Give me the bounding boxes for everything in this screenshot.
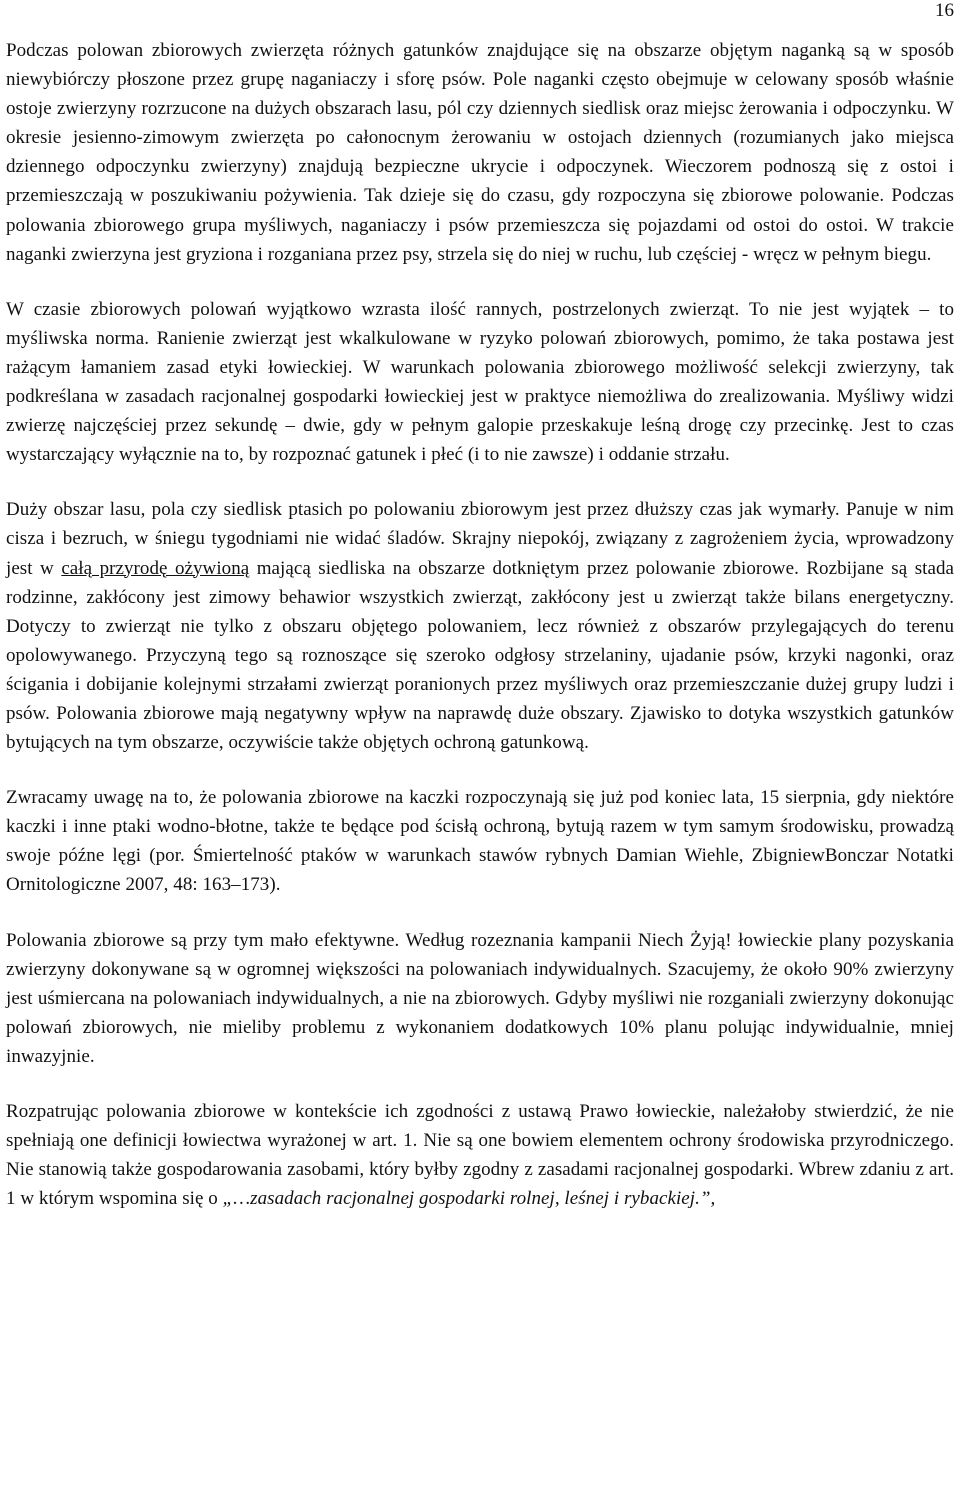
paragraph-text-after: mającą siedliska na obszarze dotkniętym przez polowanie zbiorowe. Rozbijane są stada rodzinne, zakłócony jest zimowy behawior wszystkich zwierząt, zakłócony jest u zwierząt także bilans energetyczny. Dotyczy to zwierząt nie tylko z obszaru objętego polowaniem, lecz również z obszarów przylegających do terenu opolowywanego. Przyczyną tego są roznoszące się szeroko odgłosy strzelaniny, ujadanie psów, krzyki nagonki, oraz ścigania i dobijanie kolejnymi strzałami zwierząt poranionych przez myśliwych oraz przemieszczanie dużej grupy ludzi i psów. Polowania zbiorowe mają negatywny wpływ na naprawdę duże obszary. Zjawisko to dotyka wszystkich gatunków bytujących na tym obszarze, oczywiście także objętych ochroną gatunkową. [6,557,954,754]
paragraph-duck-hunting: Zwracamy uwagę na to, że polowania zbiorowe na kaczki rozpoczynają się już pod koniec lata, 15 sierpnia, gdy niektóre kaczki i inne ptaki wodno-błotne, także te będące pod ścisłą ochroną, bytują razem w tym samym środowisku, prowadzą swoje późne lęgi (por. Śmiertelność ptaków w warunkach stawów rybnych Damian Wiehle, ZbigniewBonczar Notatki Ornitologiczne 2007, 48: 163–173). [6,787,954,896]
document-body [6,36,954,1213]
paragraph-wounded-animals: W czasie zbiorowych polowań wyjątkowo wzrasta ilość rannych, postrzelonych zwierząt. To nie jest wyjątek – to myśliwska norma. Ranienie zwierząt jest wkalkulowane w ryzyko polowań zbiorowych, pomimo, że taka postawa jest rażącym łamaniem zasad etyki łowieckiej. W warunkach polowania zbiorowego możliwość selekcji zwierzyny, tak podkreślana w zasadach racjonalnej gospodarki łowieckiej jest w praktyce niemożliwa do zrealizowania. Myśliwy widzi zwierzę najczęściej przez sekundę – dwie, gdy w pełnym galopie przeskakuje leśną drogę czy przecinkę. Jest to czas wystarczający wyłącznie na to, by rozpoznać gatunek i płeć (i to nie zawsze) i oddanie strzału. [6,298,954,466]
paragraph-legal-context [6,1097,954,1213]
paragraph-group-hunting: Podczas polowan zbiorowych zwierzęta różnych gatunków znajdujące się na obszarze objętym naganką są w sposób niewybiórczy płoszone przez grupę naganiaczy i sforę psów. Pole naganki często obejmuje w celowany sposób właśnie ostoje zwierzyny rozrzucone na dużych obszarach lasu, pól czy dziennych siedlisk oraz miejsc żerowania i odpoczynku. W okresie jesienno-zimowym zwierzęta po całonocnym żerowaniu w ostojach dziennych (rozumianych jako miejsca dziennego odpoczynku zwierzyny) znajdują bezpieczne ukrycie i odpoczynek. Wieczorem podnoszą się z ostoi i przemieszczają w poszukiwaniu pożywienia. Tak dzieje się do czasu, gdy rozpoczyna się zbiorowe polowanie. Podczas polowania zbiorowego grupa myśliwych, naganiaczy i psów przemieszcza się pojazdami od ostoi do ostoi. W trakcie naganki zwierzyna jest gryziona i rozganiana przez psy, strzela się do niej w ruchu, lub częściej - wręcz w pełnym biegu. [6,40,954,265]
paragraph-disturbance [6,495,954,757]
paragraph-text-before: Rozpatrując polowania zbiorowe w kontekście ich zgodności z ustawą Prawo łowieckie, należałoby stwierdzić, że nie spełniają one definicji łowiectwa wyrażonej w art. 1. Nie są one bowiem elementem ochrony środowiska przyrodniczego. Nie stanowią także gospodarowania zasobami, który byłby zgodny z zasadami racjonalnej gospodarki. Wbrew zdaniu z art. 1 w którym wspomina się o [6,1101,954,1210]
paragraph-efficiency: Polowania zbiorowe są przy tym mało efektywne. Według rozeznania kampanii Niech Żyją! łowieckie plany pozyskania zwierzyny dokonywane są w ogromnej większości na polowaniach indywidualnych. Szacujemy, że około 90% zwierzyny jest uśmiercana na polowaniach indywidualnych, a nie na zbiorowych. Gdyby myśliwi nie rozganiali zwierzyny dokonując polowań zbiorowych, nie mieliby problemu z wykonaniem dodatkowych 10% planu polując indywidualnie, mniej inwazyjnie. [6,929,954,1067]
underlined-phrase: całą przyrodę ożywioną [61,557,250,579]
paragraph-text-before: Duży obszar lasu, pola czy siedlisk ptasich po polowaniu zbiorowym jest przez dłuższy czas jak wymarły. Panuje w nim cisza i bezruch, w śniegu tygodniami nie widać śladów. Skrajny niepokój, związany z zagrożeniem życia, wprowadzony jest w [6,499,954,579]
italic-quotation: „…zasadach racjonalnej gospodarki rolnej, leśnej i rybackiej.”, [222,1188,716,1210]
page-number: 16 [935,0,954,21]
